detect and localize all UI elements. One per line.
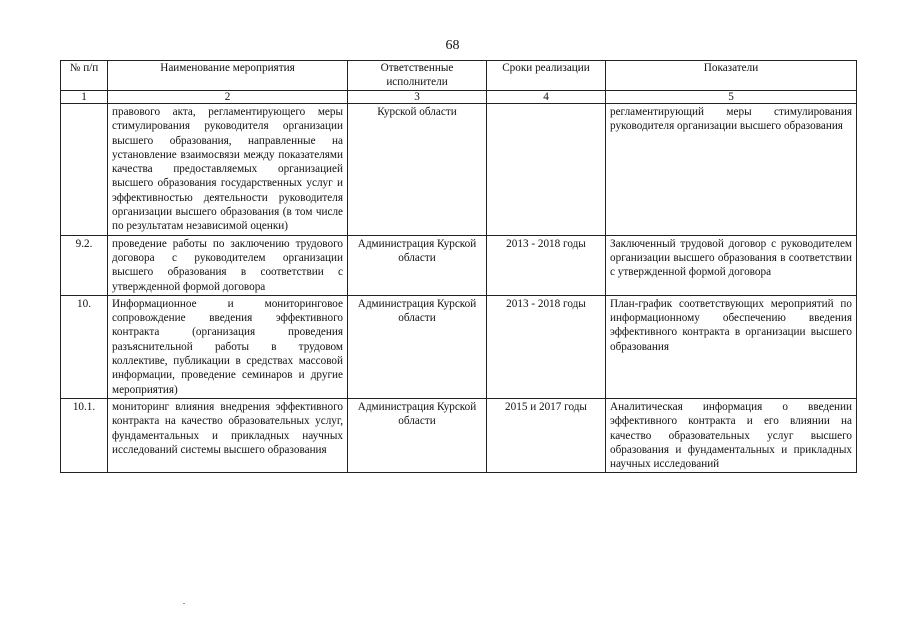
page-number: 68 — [445, 38, 460, 53]
measures-table — [60, 60, 857, 473]
table-row — [61, 235, 857, 295]
row-responsible: Курской области — [348, 104, 487, 236]
row-num: 10. — [61, 295, 108, 398]
header-row — [61, 61, 857, 91]
header-num: № п/п — [61, 61, 108, 91]
header-responsible: Ответственные исполнители — [348, 61, 487, 91]
row-terms: 2015 и 2017 годы — [487, 398, 606, 472]
column-number: 1 — [61, 91, 108, 104]
header-name: Наименование мероприятия — [108, 61, 348, 91]
row-responsible: Администрация Курской области — [348, 398, 487, 472]
table-row — [61, 104, 857, 236]
row-name: мониторинг влияния внедрения эффективного контракта на качество образовательных услуг, фундаментальных и прикладных научных исследований системы высшего образования — [108, 398, 348, 472]
row-num: 9.2. — [61, 235, 108, 295]
row-indicators: План-график соответствующих мероприятий по информационному обеспечению введения эффективного контракта в организации высшего образования — [606, 295, 857, 398]
row-responsible: Администрация Курской области — [348, 235, 487, 295]
column-number: 5 — [606, 91, 857, 104]
row-name: Информационное и мониторинговое сопровождение введения эффективного контракта (организация проведения разъяснительной работы в трудовом коллективе, публикации в средствах массовой информации, проведение семинаров и другие мероприятия) — [108, 295, 348, 398]
row-indicators: Заключенный трудовой договор с руководителем организации высшего образования в соответствии с утвержденной формой договора — [606, 235, 857, 295]
row-num — [61, 104, 108, 236]
row-name: правового акта, регламентирующего меры стимулирования руководителя организации высшего образования, направленные на установление взаимосвязи между показателями качества предоставляемых организацией высшего образования государственных услуг и эффективностью деятельности руководителя организации высшего образования (в том числе по результатам независимой оценки) — [108, 104, 348, 236]
header-terms: Сроки реализации — [487, 61, 606, 91]
column-number: 2 — [108, 91, 348, 104]
table-row — [61, 398, 857, 472]
row-indicators: Аналитическая информация о введении эффективного контракта и его влиянии на качество образовательных услуг высшего образования и фундаментальных и прикладных научных исследований — [606, 398, 857, 472]
column-number: 4 — [487, 91, 606, 104]
scan-speck — [183, 603, 185, 604]
row-terms — [487, 104, 606, 236]
row-terms: 2013 - 2018 годы — [487, 235, 606, 295]
row-name: проведение работы по заключению трудового договора с руководителем организации высшего образования в соответствии с утвержденной формой договора — [108, 235, 348, 295]
row-indicators: регламентирующий меры стимулирования руководителя организации высшего образования — [606, 104, 857, 236]
table-row — [61, 295, 857, 398]
column-number: 3 — [348, 91, 487, 104]
row-terms: 2013 - 2018 годы — [487, 295, 606, 398]
column-numbers-row — [61, 91, 857, 104]
row-responsible: Администрация Курской области — [348, 295, 487, 398]
row-num: 10.1. — [61, 398, 108, 472]
header-indicators: Показатели — [606, 61, 857, 91]
